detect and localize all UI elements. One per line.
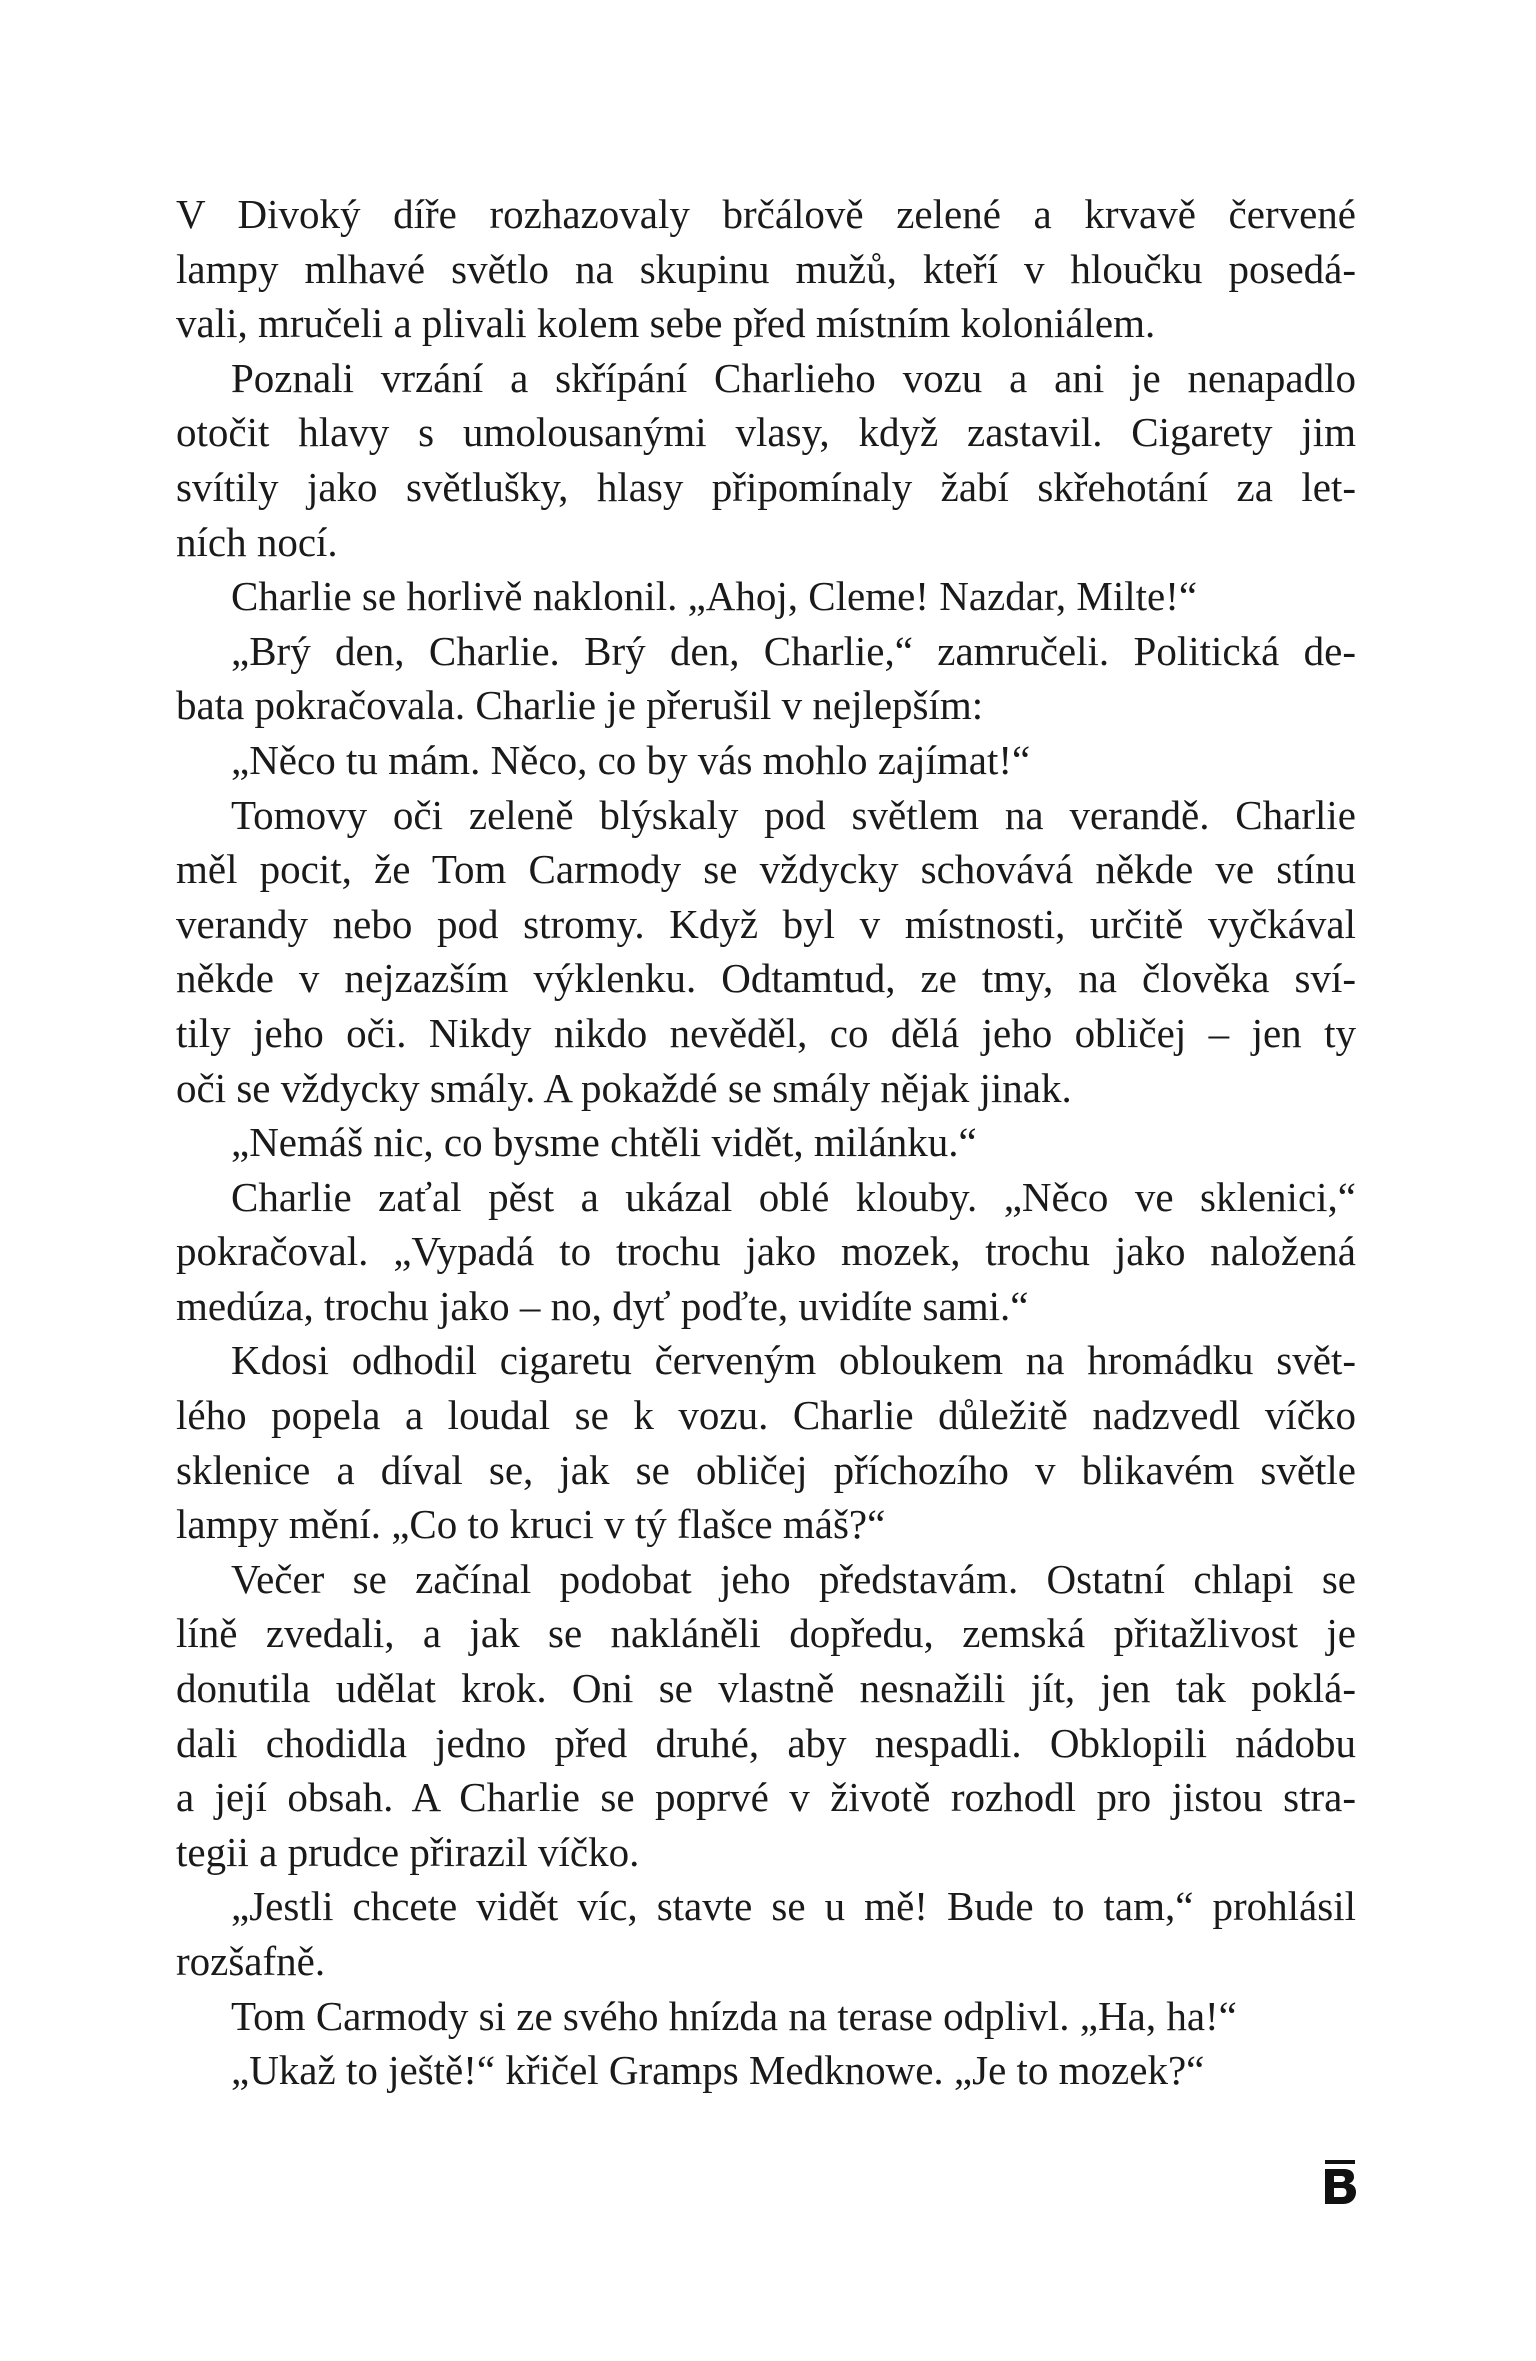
text-line: Tomovy oči zeleně blýskaly pod světlem na verandě. Charlie [231,791,1356,838]
text-line: „Brý den, Charlie. Brý den, Charlie,“ zamručeli. Politická de- [231,627,1356,674]
text-line: lampy mlhavé světlo na skupinu mužů, kteří v hloučku posedá- [176,245,1356,292]
text-line: Poznali vrzání a skřípání Charlieho vozu a ani je nenapadlo [231,354,1356,401]
text-line: ních nocí. [176,518,338,565]
text-line: medúza, trochu jako – no, dyť poďte, uvidíte sami.“ [176,1282,1029,1329]
text-line: vali, mručeli a plivali kolem sebe před místním koloniálem. [176,300,1156,347]
text-line: lého popela a loudal se k vozu. Charlie důležitě nadzvedl víčko [176,1392,1356,1439]
text-line: líně zvedali, a jak se nakláněli dopředu, zemská přitažlivost je [176,1610,1356,1657]
text-line: Kdosi odhodil cigaretu červeným obloukem na hromádku svět- [231,1337,1356,1384]
text-line: „Něco tu mám. Něco, co by vás mohlo zajímat!“ [231,736,1031,783]
text-line: a její obsah. A Charlie se poprvé v životě rozhodl pro jistou stra- [176,1774,1356,1821]
text-line: verandy nebo pod stromy. Když byl v místnosti, určitě vyčkával [176,900,1356,947]
text-line: oči se vždycky smály. A pokaždé se smály nějak jinak. [176,1064,1072,1111]
text-line: Večer se začínal podobat jeho představám. Ostatní chlapi se [231,1555,1356,1602]
text-line: Charlie zaťal pěst a ukázal oblé klouby. „Něco ve sklenici,“ [231,1173,1356,1220]
text-line: měl pocit, že Tom Carmody se vždycky schovává někde ve stínu [176,846,1356,893]
text-line: svítily jako světlušky, hlasy připomínaly žabí skřehotání za let- [176,463,1356,510]
body-text [176,187,1356,2098]
text-line: dali chodidla jedno před druhé, aby nespadli. Obklopili nádobu [176,1719,1356,1766]
text-line: sklenice a díval se, jak se obličej příchozího v blikavém světle [176,1446,1356,1493]
text-line: pokračoval. „Vypadá to trochu jako mozek, trochu jako naložená [176,1228,1356,1275]
publisher-logo [1321,2160,1359,2204]
text-line: „Jestli chcete vidět víc, stavte se u mě! Bude to tam,“ prohlásil [231,1883,1356,1930]
text-line: rozšafně. [176,1938,326,1984]
text-line: Tom Carmody si ze svého hnízda na terase odplivl. „Ha, ha!“ [231,1992,1237,2039]
text-line: Charlie se horlivě naklonil. „Ahoj, Cleme! Nazdar, Milte!“ [231,573,1198,620]
text-line: V Divoký díře rozhazovaly brčálově zelené a krvavě červené [176,191,1356,237]
text-line: někde v nejzazším výklenku. Odtamtud, ze tmy, na člověka sví- [176,955,1356,1002]
text-line: „Nemáš nic, co bysme chtěli vidět, milánku.“ [231,1119,977,1166]
text-line: bata pokračovala. Charlie je přerušil v nejlepším: [176,682,984,729]
text-line: tegii a prudce přirazil víčko. [176,1828,640,1875]
text-line: donutila udělat krok. Oni se vlastně nesnažili jít, jen tak poklá- [176,1665,1356,1712]
text-line: lampy mění. „Co to kruci v tý flašce máš?“ [176,1501,886,1548]
text-line: „Ukaž to ještě!“ křičel Gramps Medknowe. „Je to mozek?“ [231,2047,1205,2094]
text-line: otočit hlavy s umolousanými vlasy, když zastavil. Cigarety jim [176,409,1356,456]
text-line: tily jeho oči. Nikdy nikdo nevěděl, co dělá jeho obličej – jen ty [176,1009,1356,1056]
